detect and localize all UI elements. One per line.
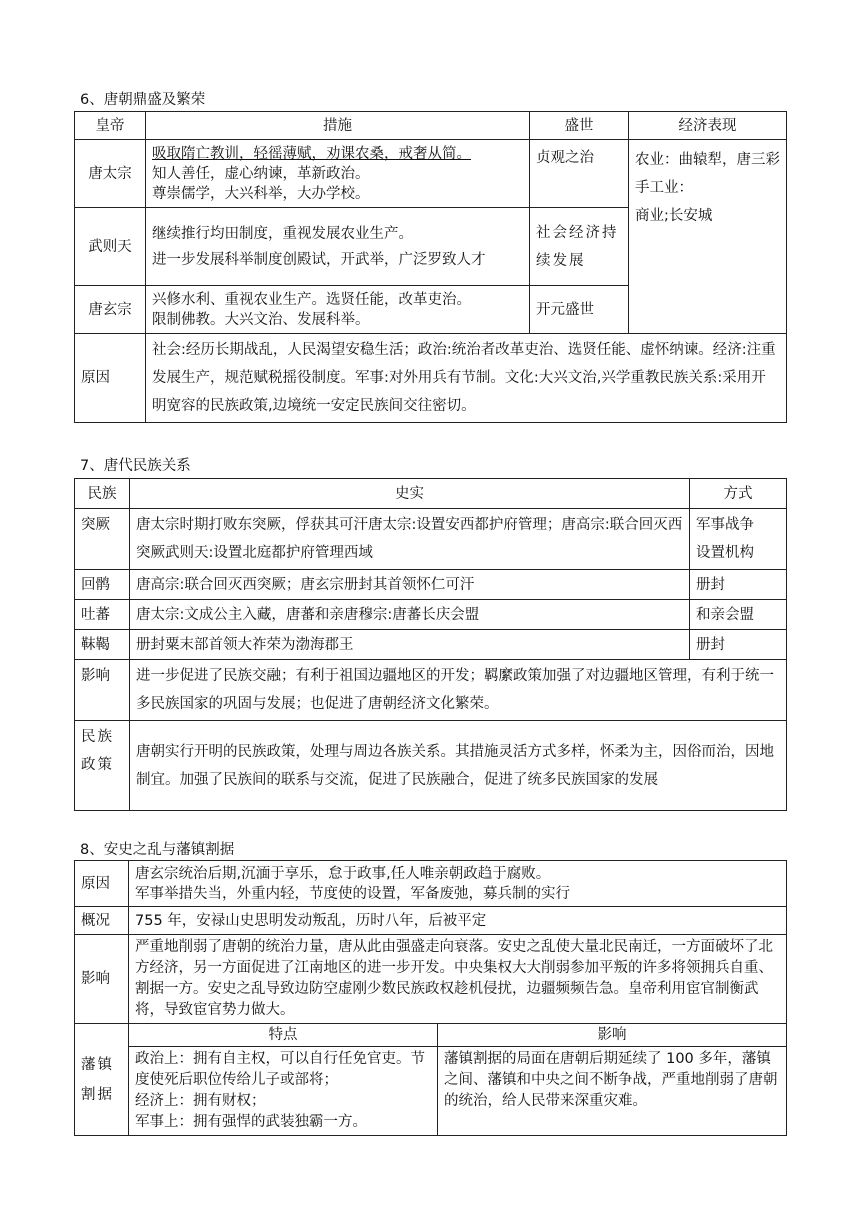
impact-label: 影响	[75, 660, 130, 721]
fact-mohe: 册封粟末部首领大祚荣为渤海郡王	[130, 630, 690, 660]
policy-label	[75, 721, 130, 811]
fact-huihu: 唐高宗:联合回灭西突厥；唐玄宗册封其首领怀仁可汗	[130, 570, 690, 600]
method-tujue-line2: 设置机构	[696, 545, 754, 561]
header-fact: 史实	[130, 479, 690, 509]
policy-label-line2: 政策	[81, 757, 114, 773]
measures-taizong-line3: 尊崇儒学，大兴科举，大办学校。	[152, 185, 370, 202]
section6-title: 6、唐朝鼎盛及繁荣	[80, 92, 206, 108]
section8-table	[74, 860, 787, 1136]
measures-taizong-line2: 知人善任，虚心纳谏，革新政治。	[152, 165, 370, 182]
fanzhen-features	[129, 1047, 438, 1136]
method-mohe: 册封	[690, 630, 787, 660]
economy-cell	[629, 140, 787, 334]
header-method: 方式	[690, 479, 787, 509]
measures-wuzetian	[146, 208, 530, 286]
method-huihu: 册封	[690, 570, 787, 600]
fanzhen-feature-economy: 经济上：拥有财权；	[135, 1093, 266, 1109]
cause-line1: 唐玄宗统治后期,沉湎于享乐，怠于政事,任人唯亲朝政趋于腐败。	[135, 865, 551, 882]
method-tujue-line1: 军事战争	[696, 517, 754, 533]
table-row	[75, 570, 787, 600]
section6-table	[74, 111, 787, 423]
measures-taizong-line1: 吸取隋亡教训，轻徭薄赋，劝课农桑，戒奢从简。	[152, 145, 471, 162]
emperor-wuzetian: 武则天	[75, 208, 146, 286]
economy-commerce: 商业;长安城	[635, 208, 713, 224]
overview-text: 755 年，安禄山史思明发动叛乱，历时八年，后被平定	[129, 907, 787, 935]
table-row	[75, 509, 787, 570]
header-era: 盛世	[530, 112, 629, 140]
policy-label-line1: 民族	[81, 729, 114, 745]
header-fanzhen-impact: 影响	[438, 1024, 787, 1047]
policy-text: 唐朝实行开明的民族政策，处理与周边各族关系。其措施灵活方式多样，怀柔为主，因俗而治，因地制宜。加强了民族间的联系与交流，促进了民族融合，促进了统多民族国家的发展	[130, 721, 787, 811]
cause-line2: 军事举措失当，外重内轻，节度使的设置，军备废弛，募兵制的实行	[135, 885, 570, 902]
section8-title: 8、安史之乱与藩镇割据	[80, 842, 235, 858]
table-row	[75, 600, 787, 630]
measures-wuzetian-line2: 进一步发展科举制度创殿试，开武举，广泛罗致人才	[152, 251, 486, 268]
ethnic-tubo: 吐蕃	[75, 600, 130, 630]
fact-tubo: 唐太宗:文成公主入藏，唐蕃和亲唐穆宗:唐蕃长庆会盟	[130, 600, 690, 630]
ethnic-huihu: 回鹘	[75, 570, 130, 600]
cause-text	[129, 861, 787, 907]
header-measures: 措施	[146, 112, 530, 140]
overview-label: 概况	[75, 907, 129, 935]
fanzhen-feature-politics: 政治上：拥有自主权，可以自行任免官吏。节度使死后职位传给儿子或部将；	[135, 1051, 425, 1088]
impact-text: 进一步促进了民族交融；有利于祖国边疆地区的开发；羁縻政策加强了对边疆地区管理，有利于统一多民族国家的巩固与发展；也促进了唐朝经济文化繁荣。	[130, 660, 787, 721]
fanzhen-label-line2: 割据	[81, 1086, 114, 1103]
emperor-taizong: 唐太宗	[75, 140, 146, 208]
section7-title: 7、唐代民族关系	[80, 458, 191, 474]
measures-xuanzong-line2: 限制佛教。大兴文治、发展科举。	[152, 311, 370, 328]
table-row	[75, 630, 787, 660]
fact-tujue: 唐太宗时期打败东突厥，俘获其可汗唐太宗:设置安西都护府管理；唐高宗:联合回灭西突厥武则天:设置北庭都护府管理西域	[130, 509, 690, 570]
economy-agriculture: 农业：曲辕犁，唐三彩	[635, 152, 780, 168]
era-taizong: 贞观之治	[530, 140, 629, 208]
measures-wuzetian-line1: 继续推行均田制度，重视发展农业生产。	[152, 225, 413, 242]
ethnic-tujue: 突厥	[75, 509, 130, 570]
measures-taizong	[146, 140, 530, 208]
era-xuanzong: 开元盛世	[530, 286, 629, 334]
method-tubo: 和亲会盟	[690, 600, 787, 630]
cause-label: 原因	[75, 861, 129, 907]
emperor-xuanzong: 唐玄宗	[75, 286, 146, 334]
economy-handicraft: 手工业：	[635, 180, 693, 196]
header-feature: 特点	[129, 1024, 438, 1047]
fanzhen-feature-military: 军事上：拥有强悍的武装独霸一方。	[135, 1114, 367, 1130]
header-emperor: 皇帝	[75, 112, 146, 140]
fanzhen-label-line1: 藩镇	[81, 1056, 114, 1073]
method-tujue	[690, 509, 787, 570]
fanzhen-impact-text: 藩镇割据的局面在唐朝后期延续了 100 多年，藩镇之间、藩镇和中央之间不断争战，严重地削弱了唐朝的统治，给人民带来深重灾难。	[438, 1047, 787, 1136]
section7-table	[74, 478, 787, 811]
reason-label: 原因	[75, 334, 146, 423]
impact8-text: 严重地削弱了唐朝的统治力量，唐从此由强盛走向衰落。安史之乱使大量北民南迁，一方面破坏了北方经济，另一方面促进了江南地区的进一步开发。中央集权大大削弱参加平叛的许多将领拥兵自重、割据一方。安史之乱导致边防空虚刚少数民族政权趁机侵扰，边疆频频告急。皇帝利用宦官制衡武将，导致宦官势力做大。	[129, 935, 787, 1024]
reason-text: 社会:经历长期战乱，人民渴望安稳生活；政治:统治者改革吏治、选贤任能、虚怀纳谏。经济:注重发展生产，规范赋税摇役制度。军事:对外用兵有节制。文化:大兴文治,兴学重教民族关系:采用开明宽容的民族政策,边境统一安定民族间交往密切。	[146, 334, 787, 423]
measures-xuanzong	[146, 286, 530, 334]
era-wuzetian: 社会经济持续发展	[530, 208, 629, 286]
impact8-label: 影响	[75, 935, 129, 1024]
ethnic-mohe: 靺鞨	[75, 630, 130, 660]
header-ethnic: 民族	[75, 479, 130, 509]
measures-xuanzong-line1: 兴修水利、重视农业生产。选贤任能，改革吏治。	[152, 291, 471, 308]
fanzhen-label	[75, 1024, 129, 1136]
header-economy: 经济表现	[629, 112, 787, 140]
